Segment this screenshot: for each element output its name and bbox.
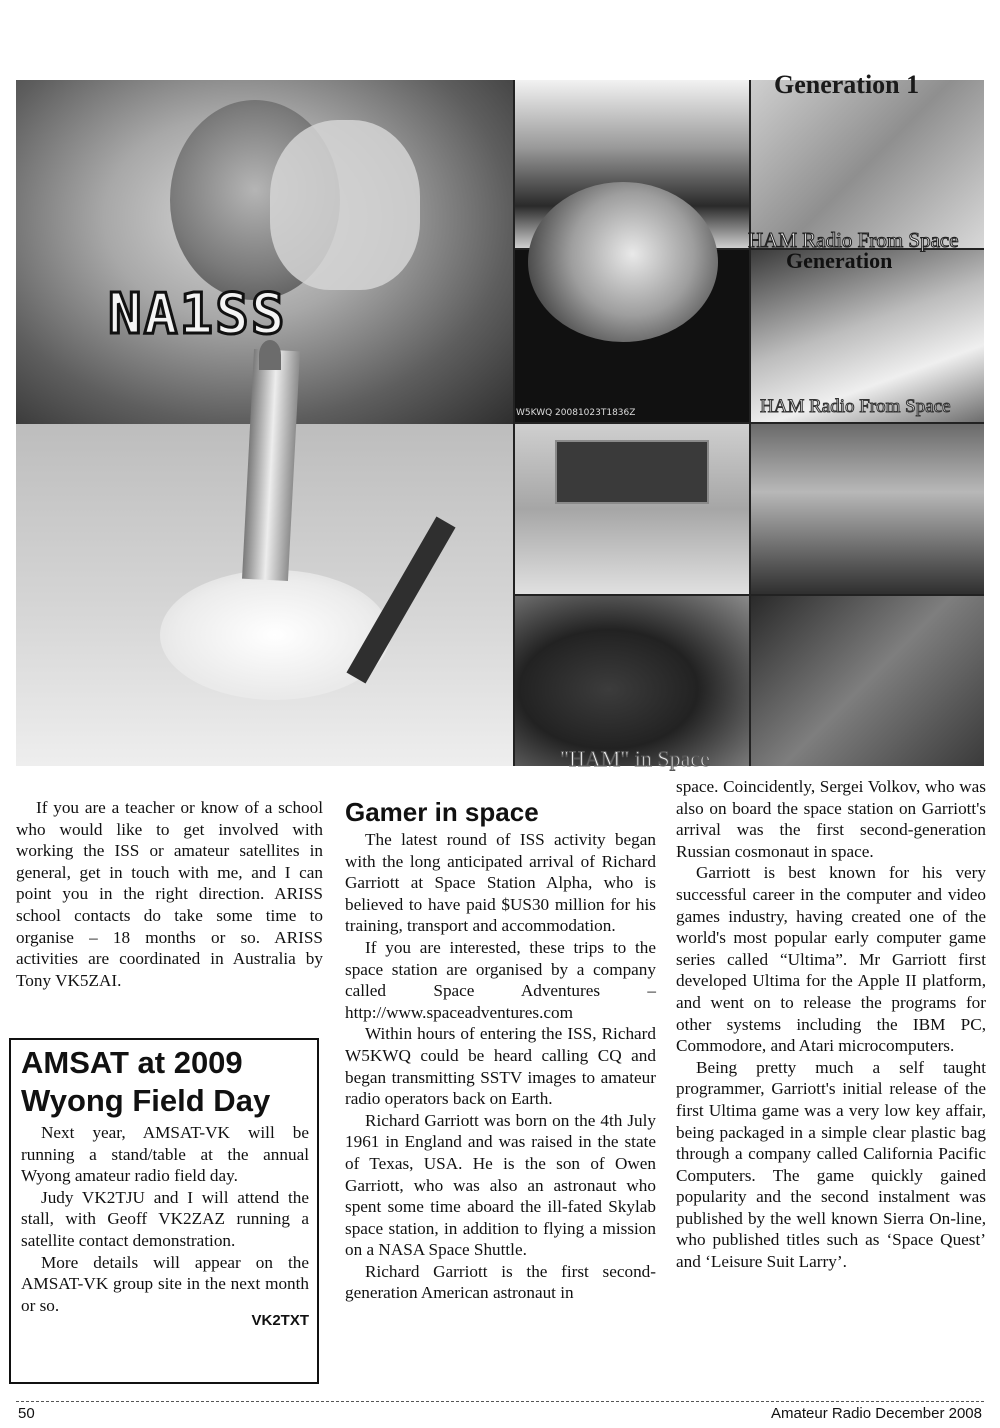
ham-radio-from-space-label-2: HAM Radio From Space — [760, 396, 951, 417]
page-number: 50 — [18, 1405, 35, 1422]
generation-2-label: Generation — [786, 248, 893, 273]
cabin-photo — [751, 596, 984, 766]
footer-rule — [16, 1401, 984, 1402]
earth-globe — [528, 182, 718, 342]
amsat-field-day-box — [9, 1038, 319, 1384]
photo-collage — [16, 80, 984, 766]
na1ss-callsign-label: NA1SS — [108, 282, 287, 347]
generation-1-photo — [751, 80, 984, 248]
column-3 — [676, 776, 986, 1273]
generation-1-label: Generation 1 — [774, 70, 920, 99]
box-paragraph-1: Next year, AMSAT-VK will be running a stand/table at the annual Wyong amateur radio field day. — [21, 1123, 309, 1186]
author-signature: VK2TXT — [251, 1312, 309, 1330]
space-food-photo — [515, 596, 749, 766]
box-paragraph-3: More details will appear on the AMSAT-VK group site in the next month or so. — [21, 1252, 309, 1315]
col2-paragraph-4: Richard Garriott was born on the 4th July 1961 in England and was raised in the state of Texas, USA. He is the son of Owen Garriott, who was also an astronaut who spent some time aboard the ill-fated Skylab space station, in addition to flying a mission on a NASA Space Shuttle. — [345, 1110, 656, 1260]
box-title: AMSAT at 2009 Wyong Field Day — [21, 1045, 271, 1118]
publication-footer: Amateur Radio December 2008 — [771, 1405, 982, 1422]
article-heading: Gamer in space — [345, 797, 539, 827]
sstv-timestamp-label: W5KWQ 20081023T1836Z — [516, 408, 636, 418]
col3-paragraph-2: Garriott is best known for his very successful career in the computer and video games industry, having created one of the world's most popular early computer game series called “Ultima”. Mr Garriott first developed Ultima for the Apple II platform, and went on to release the programs for other systems including the IBM PC, Commodore, and Atari microcomputers. — [676, 863, 986, 1056]
ham-radio-from-space-label-1: HAM Radio From Space — [748, 228, 959, 252]
column-1 — [16, 797, 323, 991]
col2-paragraph-3: Within hours of entering the ISS, Richard W5KWQ could be heard calling CQ and began transmitting SSTV images to amateur radio operators back on Earth. — [345, 1024, 656, 1109]
ham-in-space-label: "HAM" in Space — [560, 746, 710, 771]
col2-paragraph-5: Richard Garriott is the first second-generation American astronaut in — [345, 1261, 656, 1303]
column-2 — [345, 797, 656, 1304]
rocket-exhaust — [160, 570, 390, 700]
col2-paragraph-2: If you are interested, these trips to the space station are organised by a company called Space Adventures – http://www.spaceadventures.com — [345, 937, 656, 1022]
col2-paragraph-1: The latest round of ISS activity began with the long anticipated arrival of Richard Garriott at Space Station Alpha, who is believed to have paid $US30 million for his training, transport and accommodation. — [345, 830, 656, 936]
col3-paragraph-3: Being pretty much a self taught programmer, Garriott's initial release of the first Ultima game was a very low key affair, being packaged in a simple clear plastic bag through a company called California Pacific Computers. The game quickly gained popularity and the second instalment was published by the well known Sierra On-line, who published titles such as ‘Space Quest’ and ‘Leisure Suit Larry’. — [676, 1057, 986, 1272]
teacher-paragraph: If you are a teacher or know of a school who would like to get involved with working the ISS or amateur satellites in general, get in touch with me, and I can point you in the right direction. ARISS school contacts do take some time to organise – 18 months or so. ARISS activities are coordinated in Australia by Tony VK5ZAI. — [16, 798, 323, 990]
tripod-robot-photo — [751, 424, 984, 594]
waving-hand — [270, 120, 420, 290]
col3-paragraph-1: space. Coincidently, Sergei Volkov, who was also on board the space station on Garriott's arrival was the first second-generation Russian cosmonaut in space. — [676, 777, 986, 861]
box-paragraph-2: Judy VK2TJU and I will attend the stall, with Geoff VK2ZAZ running a satellite contact demonstration. — [21, 1187, 309, 1250]
laptop-keyboard — [555, 440, 709, 504]
